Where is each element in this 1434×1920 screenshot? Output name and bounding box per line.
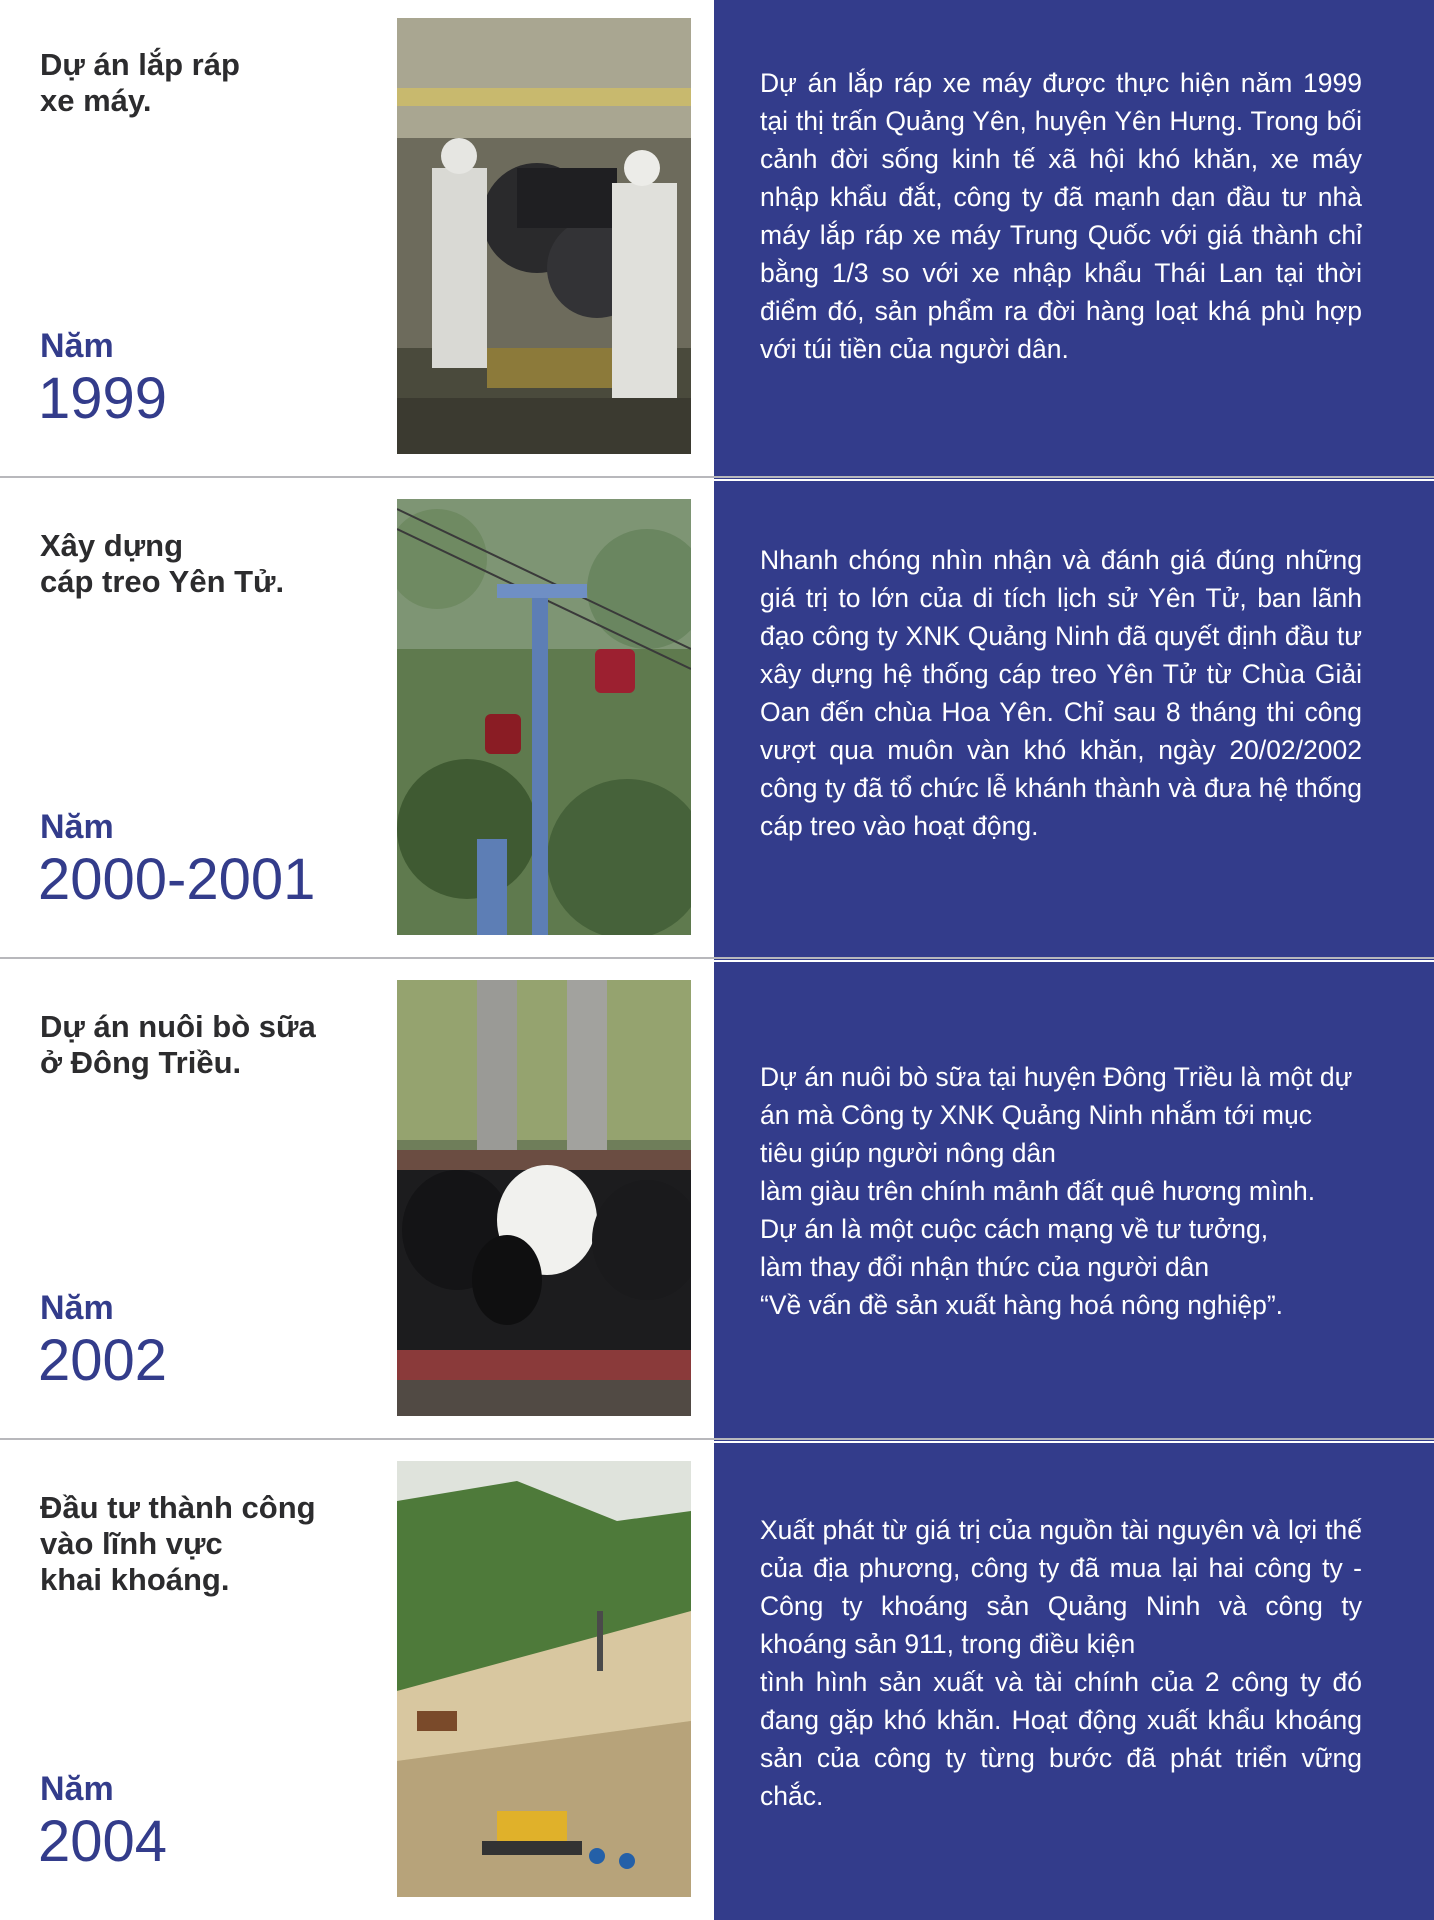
section-divider — [0, 1438, 1434, 1440]
year-label: Năm — [40, 1770, 114, 1808]
cable-car-photo — [397, 499, 691, 935]
year-value: 2000-2001 — [38, 847, 316, 912]
section-description: Dự án lắp ráp xe máy được thực hiện năm 1999 tại thị trấn Quảng Yên, huyện Yên Hưng. Trong bối cảnh đời sống kinh tế xã hội khó khăn, xe máy nhập khẩu đắt, công ty đã mạnh dạn đầu tư nhà máy lắp ráp xe máy Trung Quốc với giá thành chỉ bằng 1/3 so với xe nhập khẩu Thái Lan tại thời điểm đó, sản phẩm ra đời hàng loạt khá phù hợp với túi tiền của người dân. — [760, 68, 1362, 364]
section-title: Dự án lắp ráp xe máy. — [40, 47, 240, 118]
year-value: 1999 — [38, 366, 168, 431]
timeline-section-2004 — [0, 1443, 1434, 1920]
timeline-section-2002 — [0, 962, 1434, 1441]
timeline-section-2000-2001 — [0, 481, 1434, 960]
section-description: Nhanh chóng nhìn nhận và đánh giá đúng những giá trị to lớn của di tích lịch sử Yên Tử, ban lãnh đạo công ty XNK Quảng Ninh đã quyết định đầu tư xây dựng hệ thống cáp treo Yên Tử từ Chùa Giải Oan đến chùa Hoa Yên. Chỉ sau 8 tháng thi công vượt qua muôn vàn khó khăn, ngày 20/02/2002 công ty đã tổ chức lễ khánh thành và đưa hệ thống cáp treo vào hoạt động. — [760, 545, 1362, 841]
mining-site-photo — [397, 1461, 691, 1897]
dairy-cows-photo — [397, 980, 691, 1416]
section-description: Dự án nuôi bò sữa tại huyện Đông Triều là một dự án mà Công ty XNK Quảng Ninh nhắm tới mục tiêu giúp người nông dân làm giàu trên chính mảnh đất quê hương mình. Dự án là một cuộc cách mạng về tư tưởng, làm thay đổi nhận thức của người dân “Về vấn đề sản xuất hàng hoá nông nghiệp”. — [760, 1062, 1353, 1320]
year-value: 2002 — [38, 1328, 168, 1393]
section-divider — [0, 476, 1434, 478]
year-label: Năm — [40, 808, 114, 846]
timeline-section-1999 — [0, 0, 1434, 479]
section-title: Dự án nuôi bò sữa ở Đông Triều. — [40, 1009, 316, 1080]
section-title: Đầu tư thành công vào lĩnh vực khai khoáng. — [40, 1490, 316, 1597]
year-label: Năm — [40, 327, 114, 365]
motorbike-assembly-photo — [397, 18, 691, 454]
year-value: 2004 — [38, 1809, 168, 1874]
section-title: Xây dựng cáp treo Yên Tử. — [40, 528, 285, 599]
section-divider — [0, 957, 1434, 959]
year-label: Năm — [40, 1289, 114, 1327]
section-description: Xuất phát từ giá trị của nguồn tài nguyên và lợi thế của địa phương, công ty đã mua lại hai công ty - Công ty khoáng sản Quảng Ninh và công ty khoáng sản 911, trong điều kiện tình hình sản xuất và tài chính của 2 công ty đó đang gặp khó khăn. Hoạt động xuất khẩu khoáng sản của công ty từng bước đã phát triển vững chắc. — [760, 1515, 1362, 1811]
